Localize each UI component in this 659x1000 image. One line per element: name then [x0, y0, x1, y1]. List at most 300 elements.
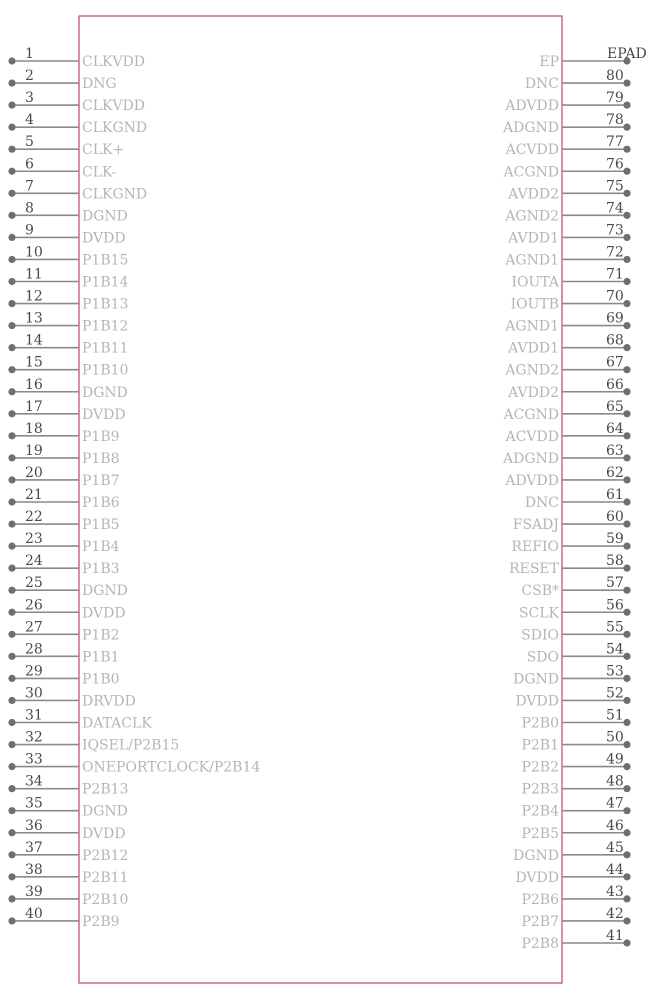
pin-name: REFIO	[511, 539, 559, 556]
pin-endpoint-dot	[8, 146, 15, 153]
left-pin	[8, 355, 128, 379]
pin-endpoint-dot	[8, 807, 15, 814]
pin-number: 48	[606, 773, 624, 790]
left-pin	[8, 267, 128, 291]
pin-name: DATACLK	[82, 715, 152, 732]
pin-number: 69	[606, 310, 624, 327]
pin-endpoint-dot	[623, 763, 630, 770]
pin-name: IQSEL/P2B15	[82, 737, 180, 754]
pin-number: 3	[25, 90, 34, 107]
pin-endpoint-dot	[8, 344, 15, 351]
right-pin	[521, 752, 630, 776]
pin-number: 50	[606, 729, 624, 746]
right-pin	[504, 355, 630, 379]
left-pin	[8, 46, 145, 70]
left-pin	[8, 663, 119, 687]
pin-name: DVDD	[515, 869, 559, 886]
left-pin	[8, 112, 147, 136]
right-pin	[513, 509, 631, 533]
pin-number: 65	[606, 398, 624, 415]
pin-number: 2	[25, 68, 34, 85]
pin-name: P1B9	[82, 428, 120, 445]
pin-name: P2B10	[82, 891, 129, 908]
pin-number: 20	[25, 464, 43, 481]
pin-number: 28	[25, 641, 43, 658]
pin-number: 15	[25, 354, 43, 371]
pin-name: DVDD	[82, 605, 126, 622]
left-pin	[8, 906, 119, 930]
pin-name: ACVDD	[505, 428, 559, 445]
pin-number: 4	[25, 112, 34, 129]
pin-number: 18	[25, 420, 43, 437]
left-pin	[8, 311, 128, 335]
left-pin	[8, 796, 127, 820]
pin-name: DNC	[524, 76, 559, 93]
pin-number: 17	[25, 398, 43, 415]
pin-number: 59	[606, 531, 624, 548]
left-pin	[8, 818, 125, 842]
pin-endpoint-dot	[623, 873, 630, 880]
pin-name: FSADJ	[512, 517, 559, 534]
pin-endpoint-dot	[8, 124, 15, 131]
pin-endpoint-dot	[8, 366, 15, 373]
right-pin	[521, 619, 630, 643]
left-pin	[8, 553, 119, 577]
pin-endpoint-dot	[8, 631, 15, 638]
pin-name: CLK+	[82, 142, 125, 159]
pin-name: AGND1	[505, 318, 559, 335]
pin-number: 43	[606, 883, 624, 900]
pin-endpoint-dot	[623, 719, 630, 726]
pin-name: CLKVDD	[82, 54, 146, 70]
pin-number: 24	[25, 553, 43, 570]
pin-name: P2B8	[521, 936, 559, 952]
left-pin	[8, 708, 152, 732]
pin-name: DGND	[82, 384, 128, 401]
pin-number: 75	[606, 178, 624, 195]
right-pin	[509, 553, 631, 577]
right-pin	[507, 377, 630, 401]
pin-number: 21	[25, 487, 43, 503]
pin-endpoint-dot	[623, 322, 630, 329]
pin-endpoint-dot	[8, 565, 15, 572]
pin-endpoint-dot	[623, 520, 630, 527]
pin-number: 30	[25, 685, 43, 702]
pin-number: 71	[606, 266, 624, 283]
left-pin	[8, 641, 119, 665]
left-pin	[8, 90, 145, 114]
pin-name: P1B14	[82, 274, 129, 291]
right-pin	[504, 200, 630, 224]
right-pin	[521, 928, 630, 952]
pin-endpoint-dot	[8, 57, 15, 64]
pin-name: DGND	[513, 847, 559, 864]
right-pin	[521, 708, 630, 732]
pin-endpoint-dot	[623, 454, 630, 461]
pin-endpoint-dot	[8, 234, 15, 241]
pin-name: P1B13	[82, 296, 129, 313]
pin-number: 67	[606, 354, 624, 371]
right-pin	[504, 90, 630, 114]
pin-number: 54	[606, 641, 624, 658]
pin-name: AVDD1	[508, 340, 559, 357]
pin-name: SCLK	[518, 605, 559, 622]
pin-number: 6	[25, 156, 34, 173]
pin-endpoint-dot	[623, 543, 630, 550]
pin-endpoint-dot	[623, 124, 630, 131]
pin-name: DGND	[82, 583, 128, 600]
pin-endpoint-dot	[8, 785, 15, 792]
pin-name: ADGND	[503, 120, 559, 137]
pin-endpoint-dot	[8, 719, 15, 726]
pin-number: 42	[606, 905, 624, 922]
pin-endpoint-dot	[8, 410, 15, 417]
right-pin	[512, 267, 631, 291]
pin-number: 41	[606, 928, 624, 944]
pin-name: ACGND	[503, 406, 559, 423]
right-pin	[504, 311, 630, 335]
pin-endpoint-dot	[8, 79, 15, 86]
pin-number: 37	[25, 839, 43, 856]
pin-name: P1B15	[82, 252, 129, 269]
pin-number: 45	[606, 839, 624, 856]
pin-number: 8	[25, 200, 34, 217]
pin-endpoint-dot	[623, 234, 630, 241]
pin-name: P1B8	[82, 450, 120, 467]
pin-number: 31	[25, 707, 43, 724]
left-pin	[8, 465, 119, 489]
left-pin	[8, 752, 260, 776]
left-pin	[8, 619, 119, 643]
right-pin	[527, 641, 631, 665]
pin-name: DGND	[82, 803, 128, 820]
pin-endpoint-dot	[623, 939, 630, 946]
left-pin	[8, 421, 119, 445]
left-pin	[8, 862, 128, 886]
pin-name: P1B4	[82, 539, 120, 556]
pin-endpoint-dot	[623, 675, 630, 682]
left-pin	[8, 244, 128, 268]
pin-name: P2B7	[521, 913, 559, 930]
pin-number: 1	[25, 46, 34, 62]
pin-name: P1B3	[82, 561, 120, 578]
pin-number: 27	[25, 619, 43, 636]
pin-number: 58	[606, 553, 624, 570]
pin-endpoint-dot	[623, 895, 630, 902]
pin-number: 11	[25, 266, 43, 283]
pin-name: P1B10	[82, 362, 129, 379]
pin-number: 29	[25, 663, 43, 680]
left-pin	[8, 289, 128, 313]
pin-endpoint-dot	[8, 587, 15, 594]
pin-endpoint-dot	[8, 697, 15, 704]
left-pin	[8, 774, 128, 798]
right-pin	[505, 421, 631, 445]
pin-name: EP	[539, 54, 559, 70]
pin-number: 77	[606, 134, 624, 151]
pin-endpoint-dot	[623, 278, 630, 285]
pin-endpoint-dot	[623, 829, 630, 836]
pin-number: 7	[25, 178, 34, 195]
pin-endpoint-dot	[623, 256, 630, 263]
pin-number: 63	[606, 442, 624, 459]
left-pin	[8, 399, 125, 423]
left-pin-group	[8, 46, 260, 930]
pin-name: CLKGND	[82, 120, 148, 137]
pin-number: 80	[606, 68, 624, 85]
right-pin	[521, 774, 630, 798]
left-pin	[8, 200, 127, 224]
pin-endpoint-dot	[8, 278, 15, 285]
pin-number: 49	[606, 751, 624, 768]
right-pin-group	[502, 54, 631, 952]
pin-endpoint-dot	[623, 344, 630, 351]
right-pin	[503, 156, 631, 180]
pin-endpoint-dot	[8, 543, 15, 550]
pin-name: P1B7	[82, 472, 120, 489]
pin-number: 73	[606, 222, 624, 239]
pin-endpoint-dot	[623, 212, 630, 219]
pin-number: 53	[606, 663, 624, 680]
pin-number: 60	[606, 509, 624, 526]
pin-number: 51	[606, 707, 624, 724]
pin-endpoint-dot	[623, 587, 630, 594]
left-pin	[8, 509, 119, 533]
pin-endpoint-dot	[8, 851, 15, 858]
left-pin	[8, 597, 125, 621]
pin-number: 52	[606, 685, 624, 702]
left-pin	[8, 178, 147, 202]
pin-name: P2B0	[521, 715, 559, 732]
right-pin	[504, 465, 630, 489]
pin-name: P2B2	[521, 759, 559, 776]
pin-number: 35	[25, 795, 43, 812]
pin-name: P2B13	[82, 781, 129, 798]
pin-endpoint-dot	[623, 609, 630, 616]
pin-name: P1B5	[82, 517, 120, 534]
pin-endpoint-dot	[8, 388, 15, 395]
right-pin	[503, 399, 631, 423]
right-pin	[504, 244, 630, 268]
pin-name: AVDD2	[508, 384, 559, 401]
pin-endpoint-dot	[8, 675, 15, 682]
pin-number: 38	[25, 861, 43, 878]
pin-endpoint-dot	[8, 520, 15, 527]
pin-endpoint-dot	[8, 322, 15, 329]
right-pin	[502, 112, 631, 136]
pin-name: CLKGND	[82, 186, 148, 203]
pin-endpoint-dot	[623, 697, 630, 704]
pin-endpoint-dot	[8, 895, 15, 902]
pin-number: 26	[25, 597, 43, 614]
right-pin	[513, 663, 630, 687]
pin-endpoint-dot	[8, 190, 15, 197]
pin-name: P1B0	[82, 671, 120, 688]
pin-name: AVDD1	[508, 230, 559, 247]
right-pin	[521, 884, 630, 908]
pin-endpoint-dot	[8, 432, 15, 439]
pin-name: P2B11	[82, 869, 129, 886]
pin-number: 33	[25, 751, 43, 768]
pin-number: 22	[25, 509, 43, 526]
pin-endpoint-dot	[623, 146, 630, 153]
pin-number: 13	[25, 310, 43, 327]
right-pin	[521, 796, 630, 820]
pin-number: 23	[25, 531, 43, 548]
left-pin	[8, 134, 124, 158]
pin-number: 79	[606, 90, 624, 107]
pin-name: CLK-	[82, 164, 117, 181]
pin-endpoint-dot	[623, 631, 630, 638]
pin-name: SDO	[526, 649, 559, 666]
right-pin	[507, 178, 630, 202]
right-pin	[521, 575, 630, 599]
pin-name: P2B12	[82, 847, 129, 864]
pin-number: 56	[606, 597, 624, 614]
right-pin	[507, 222, 630, 246]
pin-endpoint-dot	[623, 476, 630, 483]
pin-endpoint-dot	[623, 498, 630, 505]
pin-name: P2B4	[521, 803, 559, 820]
pin-endpoint-dot	[8, 741, 15, 748]
right-pin	[521, 818, 630, 842]
pin-name: DGND	[82, 208, 128, 225]
right-pin	[525, 68, 631, 92]
pin-endpoint-dot	[623, 653, 630, 660]
pin-number: 64	[606, 420, 624, 437]
pin-endpoint-dot	[623, 190, 630, 197]
pin-number: 9	[25, 222, 34, 239]
left-pin	[8, 443, 119, 467]
pin-endpoint-dot	[8, 829, 15, 836]
pin-endpoint-dot	[8, 212, 15, 219]
pin-number: 36	[25, 817, 43, 834]
pin-endpoint-dot	[623, 168, 630, 175]
pin-name: P2B1	[521, 737, 559, 754]
pin-number: 14	[25, 332, 43, 349]
pin-name: DVDD	[82, 825, 126, 842]
pin-name: DVDD	[82, 230, 126, 247]
pin-name: DVDD	[515, 693, 559, 710]
pin-name: IOUTA	[511, 274, 559, 291]
left-pin	[8, 730, 179, 754]
right-pin	[519, 597, 631, 621]
left-pin	[8, 68, 116, 92]
left-pin	[8, 840, 128, 864]
pin-endpoint-dot	[8, 917, 15, 924]
pin-name: AGND2	[505, 208, 559, 225]
pin-number: 72	[606, 244, 624, 261]
pin-endpoint-dot	[8, 763, 15, 770]
pin-number: 70	[606, 288, 624, 305]
left-pin	[8, 156, 116, 180]
right-pin	[505, 134, 631, 158]
pin-number: 78	[606, 112, 624, 129]
pin-endpoint-dot	[623, 565, 630, 572]
pin-endpoint-dot	[623, 79, 630, 86]
pin-number: 57	[606, 575, 624, 592]
pin-number: 16	[25, 376, 43, 393]
pin-name: DNG	[82, 76, 117, 93]
pin-number: 39	[25, 883, 43, 900]
pin-number: 68	[606, 332, 624, 349]
right-pin	[521, 906, 630, 930]
pin-endpoint-dot	[8, 300, 15, 307]
pin-number: 25	[25, 575, 43, 592]
pin-endpoint-dot	[623, 741, 630, 748]
pin-number: 46	[606, 817, 624, 834]
pin-name: RESET	[509, 561, 559, 578]
pin-number: 40	[25, 905, 43, 922]
left-pin	[8, 575, 127, 599]
pin-number: 62	[606, 464, 624, 481]
pin-name: SDIO	[521, 627, 559, 644]
pin-name: P1B2	[82, 627, 120, 644]
left-pin	[8, 487, 119, 511]
pin-endpoint-dot	[8, 168, 15, 175]
pin-name: P2B5	[521, 825, 559, 842]
pin-endpoint-dot	[8, 653, 15, 660]
pin-name: P2B6	[521, 891, 559, 908]
right-pin	[525, 487, 631, 511]
pin-number: 34	[25, 773, 43, 790]
pin-endpoint-dot	[8, 609, 15, 616]
pin-endpoint-dot	[623, 917, 630, 924]
left-pin	[8, 531, 119, 555]
pin-endpoint-dot	[623, 785, 630, 792]
pin-name: P1B11	[82, 340, 129, 357]
pin-name: ADVDD	[505, 98, 559, 115]
pin-name: DRVDD	[82, 693, 136, 710]
pin-endpoint-dot	[8, 454, 15, 461]
pin-number: 66	[606, 376, 624, 393]
pin-name: P2B9	[82, 913, 120, 930]
pin-number: 5	[25, 134, 34, 151]
pin-name: IOUTB	[510, 296, 559, 313]
pin-endpoint-dot	[8, 102, 15, 109]
pin-endpoint-dot	[623, 807, 630, 814]
pin-number: 74	[606, 200, 624, 217]
pin-name: DVDD	[82, 406, 126, 423]
pin-endpoint-dot	[623, 102, 630, 109]
epad-label: EPAD	[607, 46, 647, 62]
pin-name: ACVDD	[505, 142, 559, 159]
pin-endpoint-dot	[8, 873, 15, 880]
pin-endpoint-dot	[623, 851, 630, 858]
pin-name: AGND1	[505, 252, 559, 269]
pin-number: 76	[606, 156, 624, 173]
pin-number: 32	[25, 729, 43, 746]
pin-name: ACGND	[503, 164, 559, 181]
pin-name: ADGND	[503, 450, 559, 467]
component-body	[79, 16, 562, 983]
pin-endpoint-dot	[623, 410, 630, 417]
left-pin	[8, 222, 125, 246]
pin-name: P1B6	[82, 495, 120, 511]
pin-endpoint-dot	[623, 366, 630, 373]
pin-name: CLKVDD	[82, 98, 146, 115]
pin-name: DNC	[524, 495, 559, 511]
right-pin	[521, 730, 630, 754]
left-pin	[8, 884, 128, 908]
pin-name: P1B12	[82, 318, 129, 335]
pin-number: 55	[606, 619, 624, 636]
pin-endpoint-dot	[8, 476, 15, 483]
pin-name: P2B3	[521, 781, 559, 798]
right-pin	[511, 289, 631, 313]
pin-name: AVDD2	[508, 186, 559, 203]
right-pin	[502, 443, 631, 467]
